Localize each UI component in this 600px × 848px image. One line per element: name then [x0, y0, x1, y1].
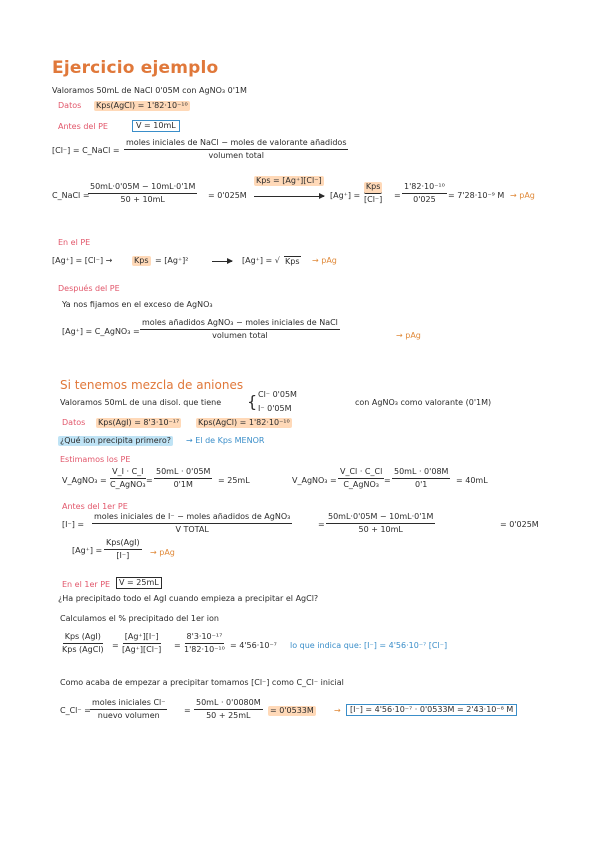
ratio-kps-denominator: Kps (AgCl)	[62, 645, 104, 654]
ratio-conc-fraction	[120, 632, 163, 655]
cnacl-fraction	[88, 182, 197, 205]
cnacl-numerator: 50mL·0'05M − 10mL·0'1M	[88, 182, 197, 194]
statement-1: Valoramos 50mL de NaCl 0'05M con AgNO₃ 0'1M	[52, 86, 247, 95]
left-brace-icon: {	[247, 392, 258, 411]
pe-label: En el PE	[58, 238, 91, 247]
despues-text: Ya nos fijamos en el exceso de AgNO₃	[62, 300, 213, 309]
i-result: = 0'025M	[500, 520, 539, 529]
kps-agi-datum: Kps(AgI) = 8'3·10⁻¹⁷	[98, 418, 180, 427]
ag-kpsagi-denominator: [I⁻]	[116, 551, 130, 560]
v2-denominator: C_AgNO₃	[343, 480, 379, 489]
right-arrow-icon: →	[334, 706, 341, 715]
ag-agno3-denominator: volumen total	[212, 331, 268, 340]
estimamos-label: Estimamos los PE	[60, 455, 131, 464]
pag-label-2: → pAg	[312, 256, 337, 265]
section-2-title: Si tenemos mezcla de aniones	[60, 378, 244, 392]
ag-agno3-numerator: moles añadidos AgNO₃ − moles iniciales de NaCl	[140, 318, 340, 330]
ratio-note: lo que indica que: [I⁻] = 4'56·10⁻⁷ [Cl⁻]	[290, 641, 448, 650]
calculamos-text: Calculamos el % precipitado del 1er ion	[60, 614, 219, 623]
v1-label: V_AgNO₃ =	[62, 476, 107, 485]
antes-pe-label: Antes del PE	[58, 122, 108, 131]
right-arrow-icon	[212, 261, 232, 262]
ratio-value-numerator: 8'3·10⁻¹⁷	[185, 632, 225, 644]
i-value-fraction	[326, 512, 435, 535]
i-fraction	[92, 512, 292, 535]
v1-numerator: V_I · C_I	[110, 467, 145, 479]
ag-kpsagi-fraction	[104, 538, 142, 561]
ratio-value-denominator: 1'82·10⁻¹⁰	[184, 645, 225, 654]
pag-label-3: → pAg	[396, 331, 421, 340]
pag-label-4: → pAg	[150, 548, 175, 557]
brace-bottom: I⁻ 0'05M	[258, 404, 292, 413]
cl-denominator: volumen total	[208, 151, 265, 160]
i-value-denominator: 50 + 10mL	[358, 525, 403, 534]
v1-value-numerator: 50mL · 0'05M	[154, 467, 212, 479]
ratio-result: = 4'56·10⁻⁷	[230, 641, 277, 650]
ag-kps-fraction	[362, 182, 384, 205]
kps-arrow-label: Kps = [Ag⁺][Cl⁻]	[256, 176, 322, 185]
question-first-precipitate: ¿Qué ion precipita primero?	[60, 436, 171, 445]
ccl-result: = 0'0533M	[270, 706, 314, 715]
v1-value-denominator: 0'1M	[173, 480, 193, 489]
ccl-value-denominator: 50 + 25mL	[206, 711, 251, 720]
valoramos-2-end: con AgNO₃ como valorante (0'1M)	[355, 398, 492, 407]
pe-equation-1: [Ag⁺] = [Cl⁻] →	[52, 256, 113, 265]
ag-agno3-label: [Ag⁺] = C_AgNO₃ =	[62, 327, 140, 336]
v2-value-numerator: 50mL · 0'08M	[392, 467, 450, 479]
v1-result: = 25mL	[218, 476, 250, 485]
ag-kps-numerator: Kps	[364, 182, 383, 194]
cnacl-denominator: 50 + 10mL	[120, 195, 165, 204]
pe-sqrt-kps: Kps	[285, 257, 300, 266]
cl-numerator: moles iniciales de NaCl − moles de valorante añadidos	[124, 138, 348, 150]
ccl-fraction	[90, 698, 167, 721]
i-value-numerator: 50mL·0'05M − 10mL·0'1M	[326, 512, 435, 524]
cnacl-result: = 0'025M	[208, 191, 247, 200]
ccl-value-fraction	[194, 698, 263, 721]
v1-value-fraction	[154, 467, 212, 490]
page-title: Ejercicio ejemplo	[52, 58, 219, 78]
ag-value-denominator: 0'025	[413, 195, 436, 204]
ag-agno3-fraction	[140, 318, 340, 341]
v1-fraction	[108, 467, 148, 490]
ccl-value-numerator: 50mL · 0'0080M	[194, 698, 263, 710]
ag-label-1: [Ag⁺] =	[330, 191, 361, 200]
v2-value-denominator: 0'1	[415, 480, 428, 489]
v2-label: V_AgNO₃ =	[292, 476, 337, 485]
kps-agcl-datum-2: Kps(AgCl) = 1'82·10⁻¹⁰	[198, 418, 290, 427]
como-text: Como acaba de empezar a precipitar tomamos [Cl⁻] como C_Cl⁻ inicial	[60, 678, 344, 687]
ag-kps-denominator: [Cl⁻]	[364, 195, 383, 204]
cnacl-label: C_NaCl =	[52, 191, 90, 200]
ccl-label: C_Cl⁻ =	[60, 706, 91, 715]
brace-top: Cl⁻ 0'05M	[258, 390, 297, 399]
ratio-conc-denominator: [Ag⁺][Cl⁻]	[122, 645, 162, 654]
ag-kpsagi-numerator: Kps(AgI)	[104, 538, 142, 550]
v2-fraction	[338, 467, 384, 490]
i-denominator: V TOTAL	[175, 525, 209, 534]
question-2: ¿Ha precipitado todo el AgI cuando empieza a precipitar el AgCl?	[58, 594, 319, 603]
ratio-conc-numerator: [Ag⁺][I⁻]	[123, 632, 161, 644]
ccl-numerator: moles iniciales Cl⁻	[90, 698, 167, 710]
pe-equation-2: = [Ag⁺]²	[155, 256, 189, 265]
ratio-value-fraction	[182, 632, 227, 655]
i-numerator: moles iniciales de I⁻ − moles añadidos de AgNO₃	[92, 512, 292, 524]
v2-result: = 40mL	[456, 476, 488, 485]
cl-fraction	[124, 138, 348, 161]
ccl-denominator: nuevo volumen	[97, 711, 160, 720]
despues-pe-label: Después del PE	[58, 284, 120, 293]
cl-equation-label: [Cl⁻] = C_NaCl =	[52, 146, 120, 155]
v2-numerator: V_Cl · C_Cl	[338, 467, 384, 479]
pag-label-1: → pAg	[510, 191, 535, 200]
v1-denominator: C_AgNO₃	[110, 480, 146, 489]
pe-kps: Kps	[134, 256, 149, 265]
v2-value-fraction	[392, 467, 450, 490]
ag-label-2: [Ag⁺] =	[72, 546, 103, 555]
ratio-kps-fraction	[60, 632, 106, 655]
answer-kps-menor: → El de Kps MENOR	[186, 436, 265, 445]
antes-1er-pe-label: Antes del 1er PE	[62, 502, 128, 511]
ag-value-fraction	[402, 182, 447, 205]
datos-label-1: Datos	[58, 101, 82, 110]
pe1-label: En el 1er PE	[62, 580, 111, 589]
pe-equation-3: [Ag⁺] = √	[242, 256, 280, 265]
final-result-box: [I⁻] = 4'56·10⁻⁷ · 0'0533M = 2'43·10⁻⁸ M	[346, 704, 517, 716]
ag-result-1: = 7'28·10⁻⁹ M	[448, 191, 505, 200]
ratio-kps-numerator: Kps (AgI)	[63, 632, 103, 644]
datos-label-2: Datos	[62, 418, 86, 427]
ag-value-numerator: 1'82·10⁻¹⁰	[402, 182, 447, 194]
volume-box-25ml: V = 25mL	[116, 577, 162, 589]
volume-box-10ml: V = 10mL	[132, 120, 180, 132]
right-arrow-icon	[254, 196, 324, 197]
i-label: [I⁻] =	[62, 520, 85, 529]
valoramos-2: Valoramos 50mL de una disol. que tiene	[60, 398, 222, 407]
kps-agcl-datum: Kps(AgCl) = 1'82·10⁻¹⁰	[96, 101, 188, 110]
